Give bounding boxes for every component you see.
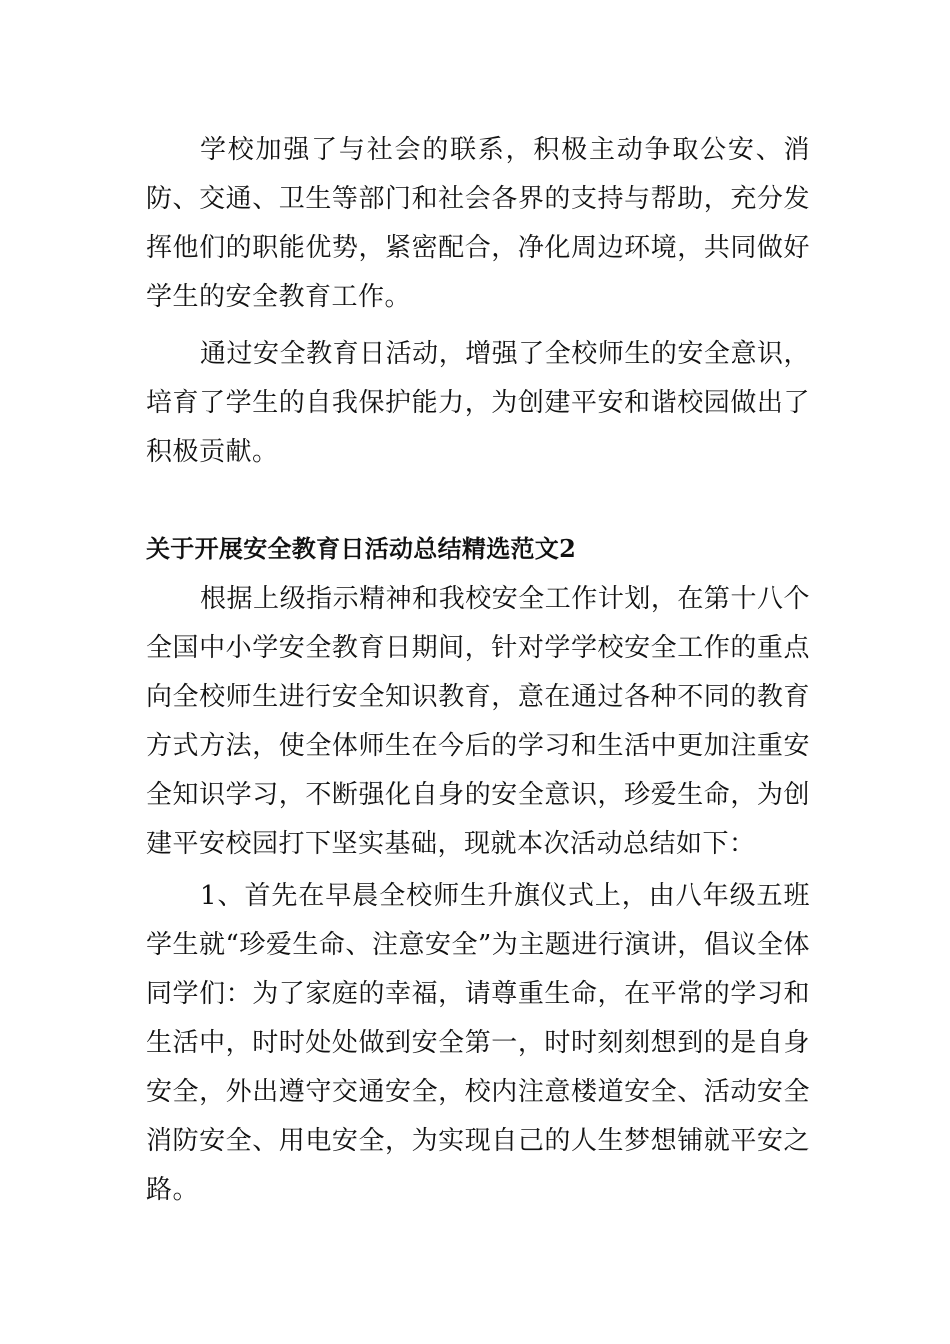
paragraph-social-cooperation: 学校加强了与社会的联系，积极主动争取公安、消防、交通、卫生等部门和社会各界的支持与帮助，充分发挥他们的职能优势，紧密配合，净化周边环境，共同做好学生的安全教育工作。 <box>146 135 810 312</box>
section-heading: 关于开展安全教育日活动总结精选范文2 <box>146 534 577 563</box>
paragraph-item-1: 1、首先在早晨全校师生升旗仪式上，由八年级五班学生就“珍爱生命、注意安全”为主题进行演讲，倡议全体同学们：为了家庭的幸福，请尊重生命，在平常的学习和生活中，时时处处做到安全第一，时时刻刻想到的是自身安全，外出遵守交通安全，校内注意楼道安全、活动安全消防安全、用电安全，为实现自己的人生梦想铺就平安之路。 <box>146 881 810 1205</box>
paragraph-activity-result: 通过安全教育日活动，增强了全校师生的安全意识，培育了学生的自我保护能力，为创建平安和谐校园做出了积极贡献。 <box>146 339 810 467</box>
paragraph-introduction: 根据上级指示精神和我校安全工作计划，在第十八个全国中小学安全教育日期间，针对学学校安全工作的重点向全校师生进行安全知识教育，意在通过各种不同的教育方式方法，使全体师生在今后的学习和生活中更加注重安全知识学习，不断强化自身的安全意识，珍爱生命，为创建平安校园打下坚实基础，现就本次活动总结如下： <box>146 584 810 859</box>
